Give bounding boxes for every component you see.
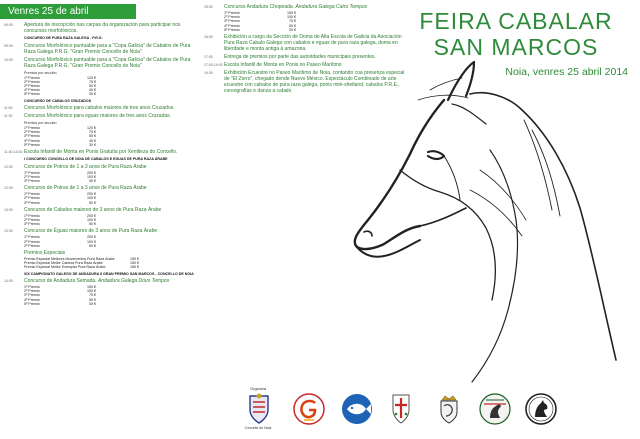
prize-table [24,76,96,97]
schedule-item [0,57,200,69]
schedule-time: 13:30 [4,229,13,234]
schedule-time: 14:00 [4,279,13,284]
prize-label: 2º Premio [224,15,240,20]
prize-label: Premio Especial Mellor Exemplar Pura Raza Árabe [24,265,106,270]
prize-label: 3º Premio [24,293,40,298]
prize-amount: 150 € [87,285,96,290]
prize-table [224,11,296,32]
prize-amount: 75 € [89,130,96,135]
prize-table [24,214,96,227]
schedule-time: 12:00 [4,164,13,169]
prize-amount: 100 € [87,239,96,244]
schedule-time: 12:30 [4,186,13,191]
schedule-italic-note: Andadura Galega Catro Tempos [295,4,368,10]
prize-amount: 50 € [289,23,296,28]
schedule-note: Premios por sección [24,121,57,126]
prize-label: 2º Premio [24,79,40,84]
schedule-text: Concurso Morfolóxico puntuable para a "Copa Galicia" de Cabalos de Pura Raza Galega P.R.G. "Gran Premio Concello de Noia" [24,56,191,69]
schedule-item [0,164,200,184]
prize-amount: 30 € [289,27,296,32]
schedule-text: Apertura de inscripción nas carpas da organización para participar nos concursos morfolóxicos. [24,22,181,34]
schedule-time: 16:00 [204,35,213,40]
prize-amount: 50 € [89,243,96,248]
schedule-item [0,228,200,248]
prize-label: 3º Premio [24,134,40,139]
horse-crest-icon [478,392,512,426]
prize-amount: 50 € [89,83,96,88]
schedule-note: Premios por sección [24,70,57,75]
prize-amount: 120 € [87,126,96,131]
shield-cross-logo-icon [384,392,418,426]
schedule-item [200,34,410,52]
prize-label: 5º Premio [24,92,40,97]
prize-amount: 150 € [130,265,139,270]
schedule-section-heading: CONCURSO DE CABALOS CRUZADOS [24,98,92,103]
schedule-text: Escola Infantil de Monta en Ponis no Paseo Marítimo [224,62,342,69]
prize-amount: 100 € [87,217,96,222]
schedule-text: Concurso Morfolóxico para cabalos maiores de tres anos Cruzados. [24,105,175,112]
prize-label: 1º Premio [24,126,40,131]
schedule-time: 10:00 [4,57,13,62]
schedule-item [0,71,200,97]
fish-logo-icon [340,392,374,426]
schedule-text: Exhibición Ecuestre no Paseo Marítimo de Noia, contando coa presenza especial de "El Zorro", chegado dende Nuevo México. Espectáculo Combinado de arte ecuestre con cabalos de pura raza galega, ponis mini-shetland, cabalos P.R.E., coreografías e danza a cabalo [224,70,405,95]
prize-label: 2º Premio [24,130,40,135]
schedule-section-heading: CONCURSO DE PURA RAZA GALEGA - P.R.G. [24,36,103,40]
prize-label: 2º Premio [24,289,40,294]
prize-row [24,265,139,269]
schedule-item [0,105,200,111]
schedule-item [0,250,200,270]
schedule-item [0,272,200,277]
prize-row [24,222,96,226]
prize-label: 3º Premio [24,222,40,227]
schedule-item [0,113,200,119]
prize-label: 4º Premio [24,138,40,143]
schedule-text: Exhibición a cargo da Sección de Doma de Alta Escola de Galicia da Asociación Pura Raza Cabalo Galego con cabalos e eguas de pura raza galega, doma en liberdade e monta antiga á amazona. [224,34,402,53]
organiza-sublabel: Concello de Noia [244,426,272,430]
prize-label: 5º Premio [24,301,40,306]
schedule-text: Concurso de Cabalos maiores de 3 anos de Pura Raza Árabe [24,206,162,213]
sponsor-logos [238,392,638,428]
day-header: Venres 25 de abril [0,4,136,19]
prize-amount: 100 € [87,174,96,179]
prize-amount: 50 € [89,178,96,183]
prize-amount: 100 € [87,196,96,201]
noia-crest-icon [242,392,276,426]
prize-amount: 150 € [130,261,139,266]
prize-table [24,126,96,147]
schedule-time: 11:00 [4,106,13,111]
schedule-time: 19:30 [204,71,213,76]
title-line-1: FEIRA CABALAR [419,8,613,34]
prize-label: 2º Premio [24,217,40,222]
prize-row [24,244,96,248]
schedule-item [0,207,200,227]
schedule-section-heading: XIX CAMPIONATO GALEGO DE ANDADURA II GRAN PREMIO SAN MARCOS - CONCELLO DE NOIA [24,271,194,276]
prize-amount: 200 € [87,192,96,197]
prize-table [24,171,96,184]
prize-row [224,28,296,32]
prize-amount: 40 € [89,138,96,143]
prize-amount: 120 € [87,75,96,80]
g-logo-icon [292,392,326,426]
prize-label: 1º Premio [24,285,40,290]
schedule-text: Premios Especiais [24,249,66,256]
prize-amount: 40 € [89,88,96,93]
prize-amount: 100 € [287,15,296,20]
schedule-text: Entrega de premios por parte das autoridades municipais presentes. [224,54,376,61]
prize-label: 3º Premio [24,83,40,88]
schedule-item [200,4,410,32]
prize-amount: 100 € [87,289,96,294]
prize-row [24,302,96,306]
prize-amount: 200 € [87,213,96,218]
prize-label: 1º Premio [24,75,40,80]
prize-label: 1º Premio [224,11,240,15]
special-prize-table [24,257,139,270]
schedule-section-heading: I CONCURSO CONCELLO DE NOIA DE CABALOS E EGUAS DE PURA RAZA ÁRABE [24,157,168,162]
event-subtitle: Noia, venres 25 abril 2014 [505,66,628,78]
schedule-text: Concurso de Éguas maiores de 3 anos de Pura Raza Árabe [24,228,158,235]
schedule-list-left [0,22,200,306]
prize-row [24,143,96,147]
organiza-label: Organiza [249,386,267,391]
schedule-item [0,36,200,41]
prize-amount: 200 € [87,170,96,175]
prize-amount: 50 € [89,297,96,302]
schedule-time: 11:30-13:30 [4,150,23,155]
schedule-item [0,149,200,155]
prize-label: 3º Premio [24,200,40,205]
prize-amount: 150 € [130,256,139,261]
schedule-time: 15:00 [204,5,213,9]
prize-row [24,201,96,205]
prize-amount: 30 € [89,301,96,306]
prize-label: 1º Premio [24,170,40,175]
prize-label: 2º Premio [24,174,40,179]
prize-label: Premio Especial Mellor Cabeza Pura Raza Árabe [24,261,103,266]
schedule-time: 11:30 [4,114,13,119]
schedule-text: Concurso Andadura Chopeada. Andadura Galega Catro Tempos [224,4,368,10]
schedule-time: 13:00 [4,207,13,212]
prize-amount: 75 € [89,293,96,298]
prize-amount: 50 € [89,200,96,205]
schedule-item [0,278,200,306]
crown-crest-icon [432,392,466,426]
prize-amount: 200 € [87,235,96,240]
prize-label: 4º Premio [24,297,40,302]
horse-head-logo-icon [524,392,558,426]
prize-table [24,192,96,205]
prize-label: Premio Especial Mellores Movementos Pura Raza Árabe [24,256,115,261]
prize-amount: 75 € [89,79,96,84]
prize-label: 4º Premio [24,88,40,93]
prize-label: 1º Premio [24,192,40,197]
schedule-time: 09:30 [4,43,13,48]
prize-label: 3º Premio [224,19,240,24]
prize-label: 5º Premio [224,27,240,32]
prize-amount: 50 € [89,222,96,227]
prize-label: 3º Premio [24,243,40,248]
schedule-time: 17:00 [204,55,213,60]
schedule-italic-note: Andadura Galega Dous Tempos [97,278,170,285]
schedule-text: Concurso de Andadura Semada. Andadura Galega Dous Tempos [24,278,170,285]
prize-amount: 75 € [289,19,296,24]
schedule-item [0,22,200,34]
schedule-item [0,157,200,162]
schedule-item [0,121,200,147]
left-column [0,0,200,308]
schedule-item [0,185,200,205]
prize-label: 3º Premio [24,178,40,183]
prize-label: 1º Premio [24,213,40,218]
prize-label: 5º Premio [24,142,40,147]
schedule-time: 17:00-19:00 [204,63,223,68]
prize-table [24,235,96,248]
prize-label: 4º Premio [224,23,240,28]
prize-amount: 150 € [287,11,296,15]
prize-amount: 30 € [89,92,96,97]
schedule-text: Concurso de Potros de 1 a 3 anos de Pura Raza Árabe [24,163,147,170]
schedule-text: Concurso Morfolóxico para eguas maiores de tres anos Cruzadas. [24,113,172,120]
prize-label: 1º Premio [24,235,40,240]
schedule-text: Concurso Morfolóxico puntuable para a "Copa Galicia" de Cabalos de Pura Raza Galega P.R.G. "Gran Premio Concello de Noia" [24,42,191,55]
event-title [400,8,632,60]
schedule-item [0,43,200,55]
schedule-text: Escola Infantil de Monta en Ponis Gratuíta por Xentileza do Concello. [24,149,178,156]
prize-row [24,179,96,183]
prize-label: 2º Premio [24,239,40,244]
prize-table [24,285,96,306]
horse-head-illustration [340,60,640,390]
title-line-2: SAN MARCOS [433,34,599,60]
prize-label: 2º Premio [24,196,40,201]
schedule-time: 09:00 [4,23,13,27]
prize-row [24,92,96,96]
prize-amount: 50 € [89,134,96,139]
schedule-item [0,99,200,104]
schedule-text: Concurso de Potras de 1 a 3 anos de Pura Raza Árabe [24,185,147,192]
prize-amount: 30 € [89,142,96,147]
